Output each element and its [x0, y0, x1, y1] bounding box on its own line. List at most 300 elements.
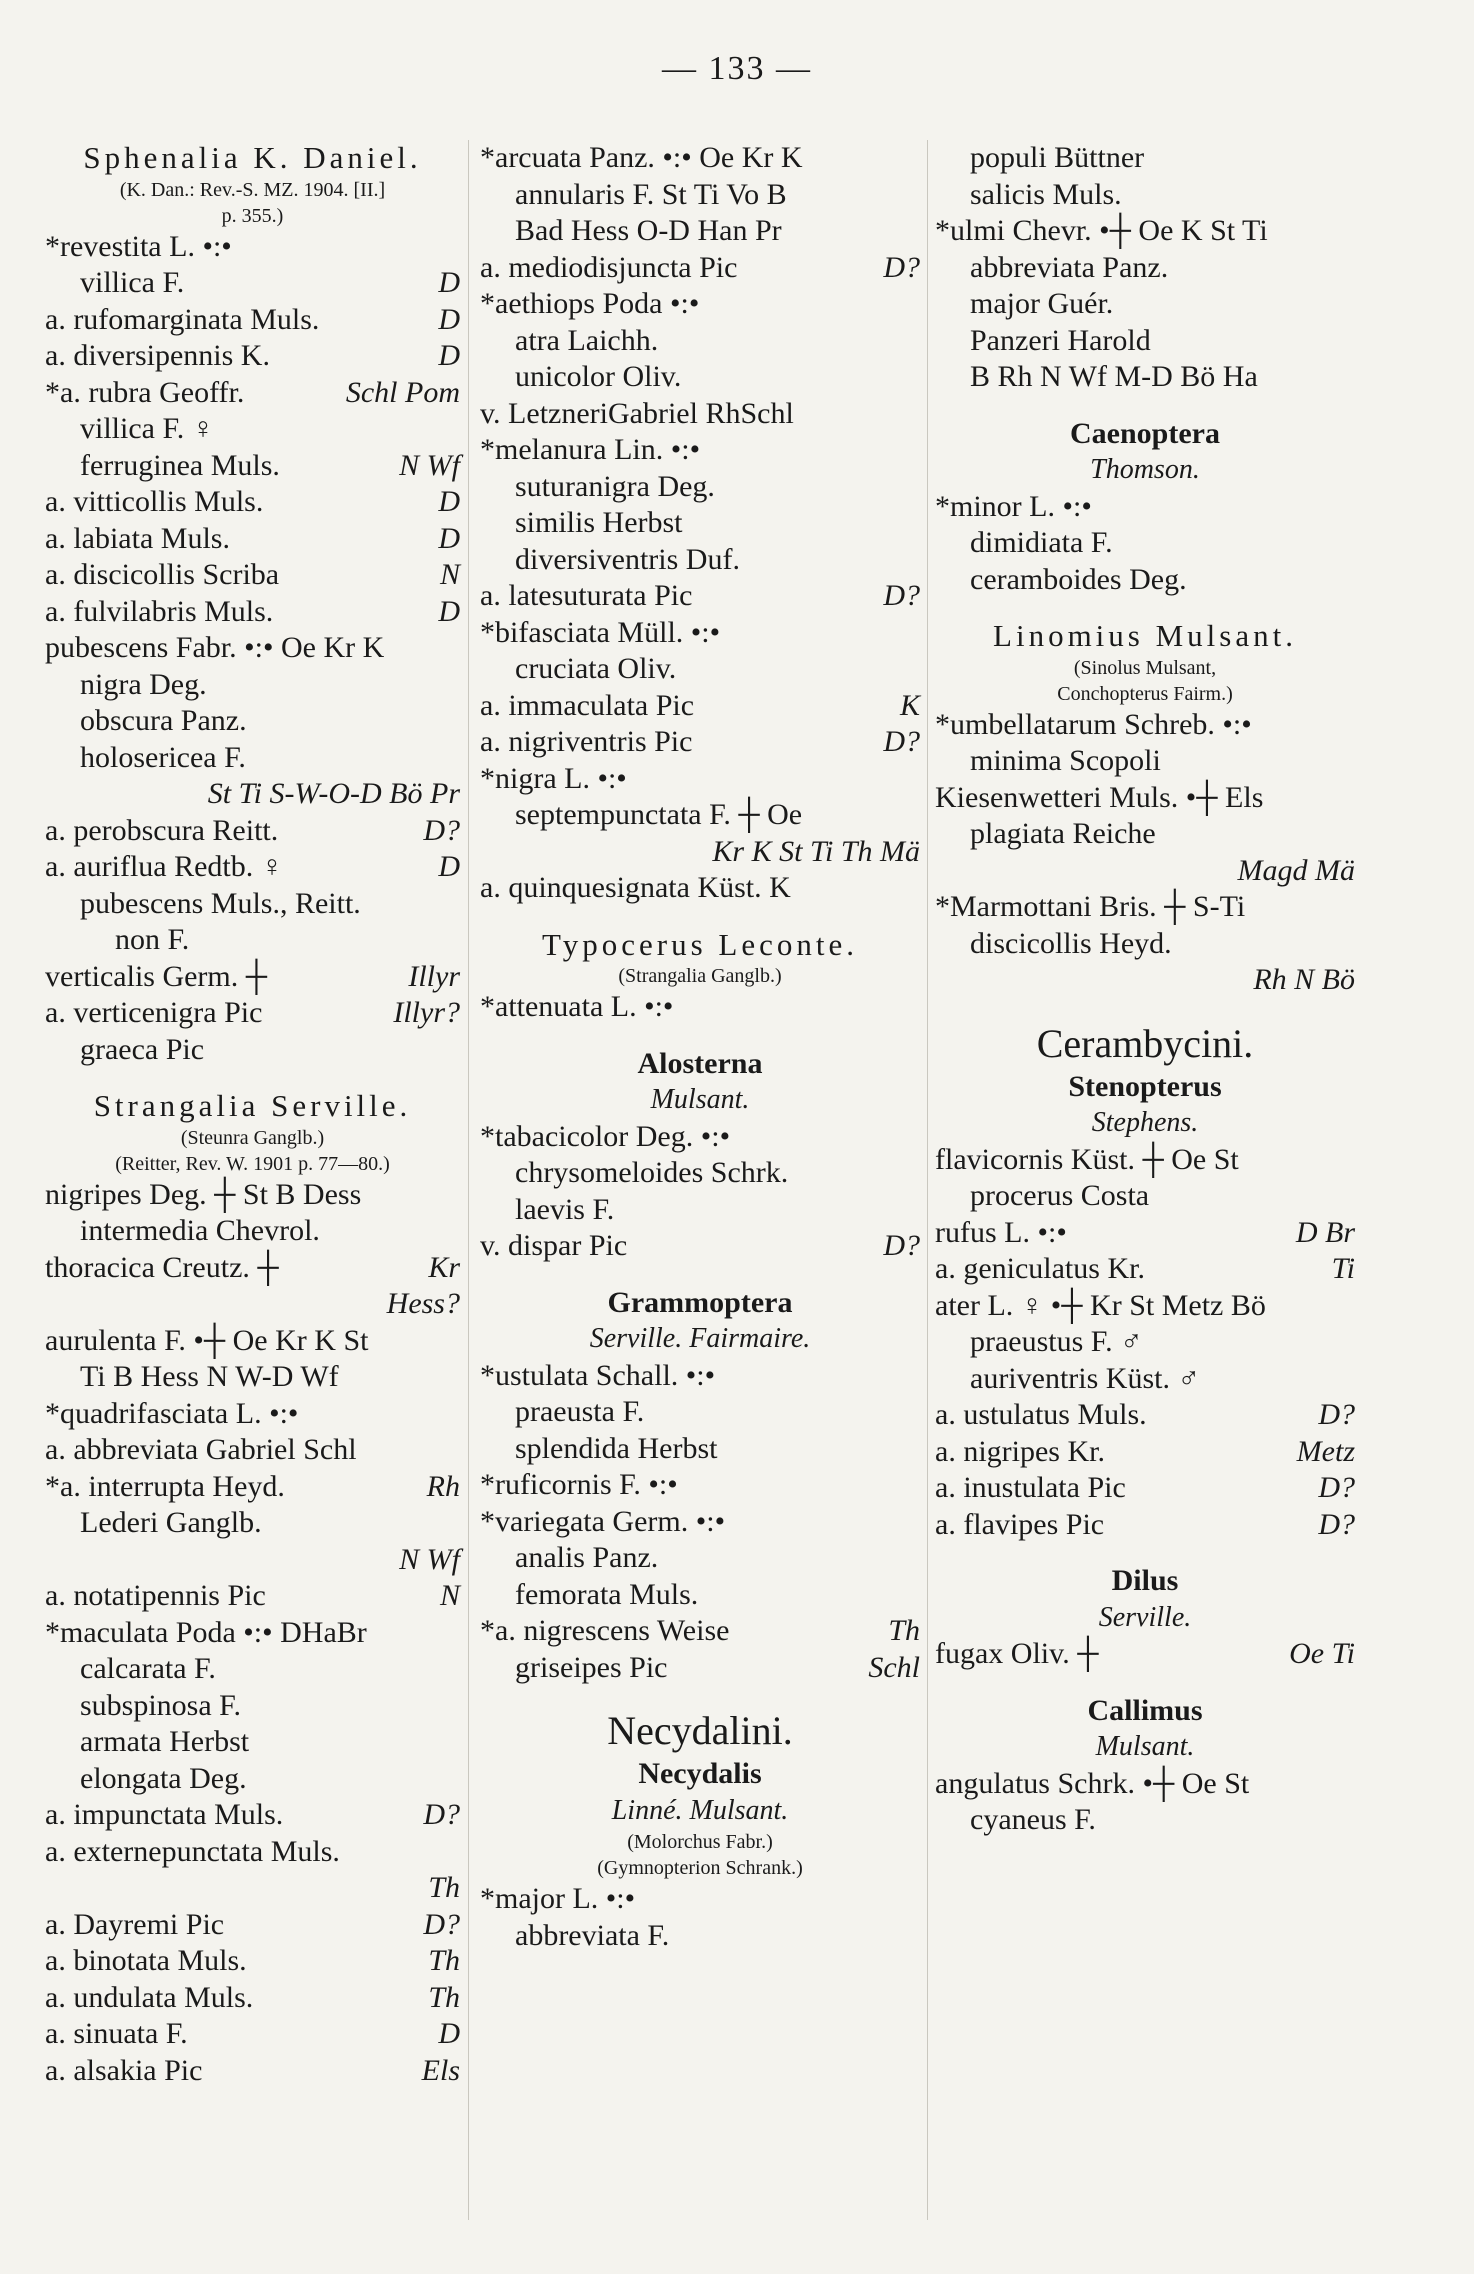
- entry-line: [480, 1192, 920, 1229]
- entry-line: [45, 1542, 460, 1579]
- entry-line: [480, 1613, 920, 1650]
- entry-line: [45, 229, 460, 266]
- entry-line: [935, 853, 1355, 890]
- entry-text: septempunctata F. ┼ Oe: [515, 798, 803, 831]
- entry-line: [480, 323, 920, 360]
- synonym-note: [45, 1125, 460, 1151]
- entry-text: pubescens Muls., Reitt.: [80, 886, 361, 920]
- entry-text: Thomson.: [1090, 454, 1200, 485]
- spacer: [935, 999, 1355, 1019]
- entry-line: [480, 1918, 920, 1955]
- entry-text: Panzeri Harold: [970, 323, 1151, 357]
- entry-text: unicolor Oliv.: [515, 360, 682, 393]
- entry-text: villica F. ♀: [80, 412, 215, 445]
- entry-text: Strangalia Serville.: [93, 1088, 412, 1123]
- entry-text: abbreviata F.: [515, 1918, 670, 1952]
- entry-text: Cerambycini.: [1036, 1020, 1254, 1066]
- entry-line: [45, 1907, 460, 1944]
- entry-line: [45, 630, 460, 667]
- entry-text: atra Laichh.: [515, 323, 659, 357]
- entry-line: [45, 1943, 460, 1980]
- distribution-text: D?: [423, 1907, 460, 1941]
- column-2: [480, 140, 920, 1954]
- entry-text: dimidiata F.: [970, 526, 1113, 559]
- distribution-text: Th: [428, 1871, 460, 1904]
- entry-line: [480, 797, 920, 834]
- spacer: [45, 1068, 460, 1088]
- entry-line: [935, 743, 1355, 780]
- entry-text: *ustulata Schall. •:•: [480, 1358, 716, 1392]
- entry-text: intermedia Chevrol.: [80, 1214, 320, 1247]
- entry-text: (Reitter, Rev. W. 1901 p. 77—80.): [115, 1152, 390, 1175]
- entry-text: suturanigra Deg.: [515, 469, 715, 503]
- entry-line: [480, 651, 920, 688]
- entry-line: [935, 1766, 1355, 1803]
- entry-text: Linné. Mulsant.: [611, 1794, 789, 1826]
- entry-line: [45, 1177, 460, 1214]
- entry-line: [480, 1467, 920, 1504]
- entry-text: fugax Oliv. ┼: [935, 1637, 1099, 1670]
- entry-text: a. rufomarginata Muls.: [45, 302, 320, 336]
- distribution-text: D?: [883, 250, 920, 284]
- genus-heading: [480, 1285, 920, 1322]
- entry-text: angulatus Schrk. •┼ Oe St: [935, 1766, 1250, 1800]
- entry-text: Ti B Hess N W-D Wf: [80, 1360, 339, 1393]
- entry-line: [45, 1797, 460, 1834]
- entry-line: [45, 338, 460, 375]
- distribution-text: Kr K St Ti Th Mä: [712, 834, 920, 868]
- column-3: [935, 140, 1355, 1839]
- entry-text: *umbellatarum Schreb. •:•: [935, 707, 1252, 741]
- distribution-text: Els: [421, 2053, 460, 2087]
- entry-line: [480, 1119, 920, 1156]
- distribution-text: Th: [888, 1614, 920, 1647]
- entry-line: [935, 780, 1355, 817]
- entry-text: discicollis Heyd.: [970, 926, 1172, 960]
- entry-line: [935, 323, 1355, 360]
- entry-text: a. latesuturata Pic: [480, 579, 693, 612]
- entry-text: abbreviata Panz.: [970, 250, 1169, 284]
- entry-text: v. LetzneriGabriel RhSchl: [480, 396, 794, 430]
- genus-heading: [935, 1069, 1355, 1106]
- entry-text: *revestita L. •:•: [45, 229, 232, 263]
- entry-line: [45, 1469, 460, 1506]
- entry-text: B Rh N Wf M-D Bö Ha: [970, 360, 1258, 393]
- entry-text: armata Herbst: [80, 1725, 250, 1758]
- entry-line: [45, 1286, 460, 1323]
- entry-line: [480, 1155, 920, 1192]
- entry-line: [45, 1761, 460, 1798]
- genus-heading: [45, 1088, 460, 1125]
- entry-line: [935, 562, 1355, 599]
- entry-text: a. abbreviata Gabriel Schl: [45, 1433, 357, 1466]
- entry-line: [480, 688, 920, 725]
- distribution-text: D?: [883, 1229, 920, 1262]
- spacer: [935, 1543, 1355, 1563]
- entry-text: Lederi Ganglb.: [80, 1506, 262, 1539]
- entry-text: a. nigriventris Pic: [480, 725, 693, 758]
- entry-text: cruciata Oliv.: [515, 652, 677, 685]
- distribution-text: D?: [1318, 1398, 1355, 1431]
- genus-heading: [45, 140, 460, 177]
- distribution-text: Schl Pom: [345, 375, 460, 409]
- entry-line: [480, 578, 920, 615]
- entry-text: procerus Costa: [970, 1179, 1150, 1212]
- entry-line: [480, 1577, 920, 1614]
- genus-heading: [480, 927, 920, 964]
- entry-line: [935, 1507, 1355, 1544]
- entry-text: Linomius Mulsant.: [993, 618, 1297, 653]
- entry-text: populi Büttner: [970, 141, 1145, 174]
- entry-line: [480, 870, 920, 907]
- entry-text: calcarata F.: [80, 1652, 216, 1685]
- distribution-text: Metz: [1296, 1434, 1355, 1468]
- entry-text: *Marmottani Bris. ┼ S-Ti: [935, 890, 1246, 923]
- entry-text: (Sinolus Mulsant,: [1073, 656, 1217, 679]
- entry-text: ceramboides Deg.: [970, 562, 1187, 596]
- entry-line: [480, 250, 920, 287]
- distribution-text: K: [899, 688, 920, 722]
- entry-line: [45, 1359, 460, 1396]
- distribution-text: Hess?: [386, 1287, 460, 1320]
- entry-text: a. vitticollis Muls.: [45, 485, 264, 518]
- entry-text: *major L. •:•: [480, 1882, 636, 1915]
- distribution-text: D: [438, 850, 460, 883]
- entry-text: analis Panz.: [515, 1541, 659, 1574]
- entry-line: [45, 2053, 460, 2090]
- entry-line: [45, 922, 460, 959]
- entry-line: [480, 834, 920, 871]
- entry-line: [45, 484, 460, 521]
- entry-line: [45, 594, 460, 631]
- entry-line: [935, 359, 1355, 396]
- entry-line: [45, 1980, 460, 2017]
- entry-line: [45, 1213, 460, 1250]
- entry-text: Stephens.: [1091, 1107, 1199, 1138]
- entry-line: [45, 1870, 460, 1907]
- entry-line: [935, 1361, 1355, 1398]
- entry-line: [480, 1431, 920, 1468]
- entry-text: a. discicollis Scriba: [45, 558, 280, 591]
- entry-text: (Gymnopterion Schrank.): [597, 1857, 803, 1879]
- entry-text: a. geniculatus Kr.: [935, 1252, 1145, 1285]
- spacer: [480, 1026, 920, 1046]
- entry-text: *nigra L. •:•: [480, 761, 627, 795]
- page-number: — 133 —: [662, 50, 812, 87]
- distribution-text: D: [438, 266, 460, 299]
- entry-text: verticalis Germ. ┼: [45, 959, 268, 993]
- entry-text: subspinosa F.: [80, 1688, 241, 1722]
- synonym-note: [45, 1151, 460, 1177]
- entry-text: Necydalini.: [607, 1708, 793, 1753]
- entry-text: *arcuata Panz. •:• Oe Kr K: [480, 141, 803, 174]
- entry-line: [935, 250, 1355, 287]
- distribution-text: Th: [428, 1980, 460, 2014]
- distribution-text: Magd Mä: [1237, 853, 1355, 887]
- distribution-text: D?: [883, 579, 920, 612]
- entry-text: similis Herbst: [515, 506, 683, 539]
- entry-line: [935, 889, 1355, 926]
- distribution-text: N: [439, 1579, 460, 1612]
- genus-heading: [935, 618, 1355, 655]
- entry-text: *aethiops Poda •:•: [480, 287, 700, 320]
- entry-line: [935, 707, 1355, 744]
- entry-text: a. verticenigra Pic: [45, 996, 263, 1029]
- entry-text: Stenopterus: [1068, 1069, 1222, 1103]
- entry-line: [935, 1142, 1355, 1179]
- entry-text: v. dispar Pic: [480, 1229, 628, 1262]
- entry-line: [45, 411, 460, 448]
- entry-text: Conchopterus Fairm.): [1057, 682, 1233, 705]
- entry-line: [480, 1504, 920, 1541]
- entry-text: a. perobscura Reitt.: [45, 813, 279, 847]
- distribution-text: D?: [1318, 1471, 1355, 1504]
- entry-text: *a. nigrescens Weise: [480, 1614, 730, 1647]
- entry-text: Sphenalia K. Daniel.: [83, 140, 422, 175]
- entry-line: [480, 1650, 920, 1687]
- entry-line: [45, 557, 460, 594]
- entry-line: [45, 521, 460, 558]
- entry-text: pubescens Fabr. •:• Oe Kr K: [45, 631, 385, 664]
- distribution-text: D: [438, 339, 460, 372]
- distribution-text: D: [438, 302, 460, 336]
- genus-author: [935, 1600, 1355, 1637]
- entry-line: [935, 816, 1355, 853]
- genus-author: [935, 452, 1355, 489]
- entry-line: [45, 1651, 460, 1688]
- entry-text: Callimus: [1087, 1693, 1203, 1727]
- synonym-note: [480, 963, 920, 989]
- entry-line: [935, 1324, 1355, 1361]
- spacer: [480, 1265, 920, 1285]
- entry-text: nigripes Deg. ┼ St B Dess: [45, 1177, 362, 1211]
- entry-line: [45, 1688, 460, 1725]
- column-divider: [927, 140, 928, 2220]
- entry-line: [45, 1505, 460, 1542]
- entry-text: chrysomeloides Schrk.: [515, 1156, 789, 1189]
- entry-text: obscura Panz.: [80, 704, 247, 737]
- entry-text: plagiata Reiche: [970, 817, 1156, 850]
- entry-line: [935, 1470, 1355, 1507]
- entry-text: praeustus F. ♂: [970, 1325, 1143, 1358]
- distribution-text: D?: [423, 1798, 460, 1831]
- entry-line: [480, 286, 920, 323]
- synonym-note: [935, 655, 1355, 681]
- entry-text: *a. interrupta Heyd.: [45, 1469, 285, 1503]
- entry-text: aurulenta F. •┼ Oe Kr K St: [45, 1323, 369, 1357]
- entry-text: Caenoptera: [1070, 416, 1220, 450]
- entry-text: *tabacicolor Deg. •:•: [480, 1119, 731, 1153]
- entry-line: [935, 525, 1355, 562]
- distribution-text: Illyr?: [393, 996, 460, 1029]
- entry-text: (Strangalia Ganglb.): [618, 965, 782, 987]
- entry-text: griseipes Pic: [515, 1650, 668, 1684]
- distribution-text: N Wf: [399, 448, 460, 482]
- entry-text: non F.: [115, 923, 190, 956]
- entry-line: [480, 615, 920, 652]
- distribution-text: Th: [428, 1944, 460, 1977]
- entry-text: minima Scopoli: [970, 744, 1161, 777]
- genus-heading: [935, 1693, 1355, 1730]
- entry-text: a. ustulatus Muls.: [935, 1398, 1147, 1431]
- entry-text: laevis F.: [515, 1192, 615, 1226]
- entry-text: holosericea F.: [80, 740, 246, 774]
- entry-text: flavicornis Küst. ┼ Oe St: [935, 1142, 1239, 1176]
- entry-text: *variegata Germ. •:•: [480, 1504, 726, 1538]
- entry-line: [480, 724, 920, 761]
- distribution-text: St Ti S-W-O-D Bö Pr: [207, 777, 460, 810]
- entry-line: [480, 505, 920, 542]
- entry-line: [45, 1834, 460, 1871]
- distribution-text: Schl: [868, 1650, 920, 1684]
- entry-text: auriventris Küst. ♂: [970, 1361, 1200, 1395]
- entry-text: a. labiata Muls.: [45, 521, 230, 555]
- entry-text: diversiventris Duf.: [515, 542, 740, 576]
- entry-line: [480, 432, 920, 469]
- entry-text: a. sinuata F.: [45, 2017, 188, 2050]
- entry-line: [480, 1394, 920, 1431]
- distribution-text: D Br: [1295, 1215, 1355, 1249]
- entry-line: [45, 959, 460, 996]
- entry-text: thoracica Creutz. ┼: [45, 1250, 279, 1284]
- distribution-text: D: [438, 594, 460, 628]
- entry-text: a. inustulata Pic: [935, 1471, 1126, 1504]
- entry-text: Dilus: [1111, 1564, 1179, 1597]
- synonym-note: [45, 177, 460, 203]
- entry-line: [935, 177, 1355, 214]
- entry-text: graeca Pic: [80, 1032, 205, 1066]
- entry-line: [45, 1432, 460, 1469]
- distribution-text: D?: [1318, 1507, 1355, 1541]
- synonym-note: [935, 681, 1355, 707]
- entry-text: *melanura Lin. •:•: [480, 433, 701, 466]
- entry-line: [45, 2016, 460, 2053]
- entry-line: [45, 1250, 460, 1287]
- tribe-heading: [480, 1706, 920, 1756]
- genus-author: [935, 1105, 1355, 1142]
- entry-line: [45, 813, 460, 850]
- entry-text: *ulmi Chevr. •┼ Oe K St Ti: [935, 214, 1268, 247]
- entry-line: [480, 359, 920, 396]
- genus-author: [480, 1321, 920, 1358]
- entry-text: cyaneus F.: [970, 1803, 1096, 1836]
- entry-text: femorata Muls.: [515, 1577, 699, 1611]
- spacer: [935, 396, 1355, 416]
- synonym-note: [45, 203, 460, 229]
- distribution-text: D?: [423, 813, 460, 847]
- entry-line: [45, 302, 460, 339]
- entry-text: a. undulata Muls.: [45, 1980, 254, 2014]
- entry-text: a. externepunctata Muls.: [45, 1834, 340, 1868]
- entry-line: [480, 542, 920, 579]
- entry-line: [935, 1802, 1355, 1839]
- entry-text: a. diversipennis K.: [45, 339, 270, 372]
- entry-line: [45, 703, 460, 740]
- entry-text: Typocerus Leconte.: [541, 926, 858, 962]
- column-1: [45, 140, 460, 2089]
- column-divider: [468, 140, 469, 2220]
- entry-text: rufus L. •:•: [935, 1215, 1067, 1249]
- entry-text: praeusta F.: [515, 1395, 645, 1428]
- entry-line: [480, 1540, 920, 1577]
- entry-line: [45, 667, 460, 704]
- entry-line: [935, 1397, 1355, 1434]
- entry-line: [45, 265, 460, 302]
- entry-line: [480, 140, 920, 177]
- distribution-text: Kr: [428, 1250, 460, 1284]
- distribution-text: N Wf: [399, 1542, 460, 1576]
- synonym-note: [480, 1855, 920, 1881]
- genus-author: [480, 1793, 920, 1830]
- entry-text: Kiesenwetteri Muls. •┼ Els: [935, 780, 1264, 814]
- entry-line: [935, 1178, 1355, 1215]
- spacer: [935, 598, 1355, 618]
- entry-text: Grammoptera: [607, 1285, 793, 1319]
- entry-line: [45, 1032, 460, 1069]
- entry-text: Serville. Fairmaire.: [589, 1323, 811, 1354]
- entry-text: a. impunctata Muls.: [45, 1798, 284, 1831]
- entry-text: (K. Dan.: Rev.-S. MZ. 1904. [II.]: [119, 178, 386, 201]
- distribution-text: Ti: [1331, 1252, 1355, 1285]
- entry-line: [45, 1323, 460, 1360]
- entry-line: [935, 140, 1355, 177]
- entry-line: [480, 1881, 920, 1918]
- entry-line: [45, 776, 460, 813]
- entry-text: ater L. ♀ •┼ Kr St Metz Bö: [935, 1288, 1266, 1322]
- entry-line: [45, 1615, 460, 1652]
- spacer: [480, 907, 920, 927]
- entry-text: Alosterna: [637, 1046, 763, 1080]
- entry-text: elongata Deg.: [80, 1761, 247, 1795]
- distribution-text: D: [438, 485, 460, 518]
- genus-heading: [935, 1563, 1355, 1600]
- entry-text: salicis Muls.: [970, 177, 1122, 211]
- entry-line: [480, 396, 920, 433]
- genus-author: [480, 1082, 920, 1119]
- entry-line: [480, 213, 920, 250]
- entry-text: Bad Hess O-D Han Pr: [515, 214, 782, 247]
- entry-line: [480, 469, 920, 506]
- entry-text: (Steunra Ganglb.): [180, 1126, 325, 1149]
- spacer: [480, 1686, 920, 1706]
- entry-text: a. notatipennis Pic: [45, 1579, 266, 1612]
- entry-line: [935, 1434, 1355, 1471]
- entry-line: [935, 1251, 1355, 1288]
- entry-line: [935, 926, 1355, 963]
- entry-line: [935, 489, 1355, 526]
- entry-line: [45, 886, 460, 923]
- distribution-text: D?: [883, 725, 920, 758]
- genus-heading: [480, 1756, 920, 1793]
- entry-text: splendida Herbst: [515, 1431, 718, 1465]
- entry-line: [480, 177, 920, 214]
- entry-text: *quadrifasciata L. •:•: [45, 1396, 299, 1430]
- entry-text: a. flavipes Pic: [935, 1507, 1105, 1541]
- entry-text: annularis F. St Ti Vo B: [515, 177, 787, 211]
- entry-text: *ruficornis F. •:•: [480, 1468, 678, 1501]
- distribution-text: Illyr: [408, 959, 460, 993]
- entry-text: *attenuata L. •:•: [480, 990, 674, 1023]
- entry-text: *minor L. •:•: [935, 489, 1092, 523]
- entry-text: a. alsakia Pic: [45, 2053, 203, 2087]
- entry-line: [480, 1358, 920, 1395]
- entry-text: *a. rubra Geoffr.: [45, 375, 245, 409]
- entry-text: a. fulvilabris Muls.: [45, 594, 274, 628]
- entry-text: a. binotata Muls.: [45, 1944, 247, 1977]
- entry-line: [45, 1724, 460, 1761]
- genus-heading: [480, 1046, 920, 1083]
- entry-line: [935, 213, 1355, 250]
